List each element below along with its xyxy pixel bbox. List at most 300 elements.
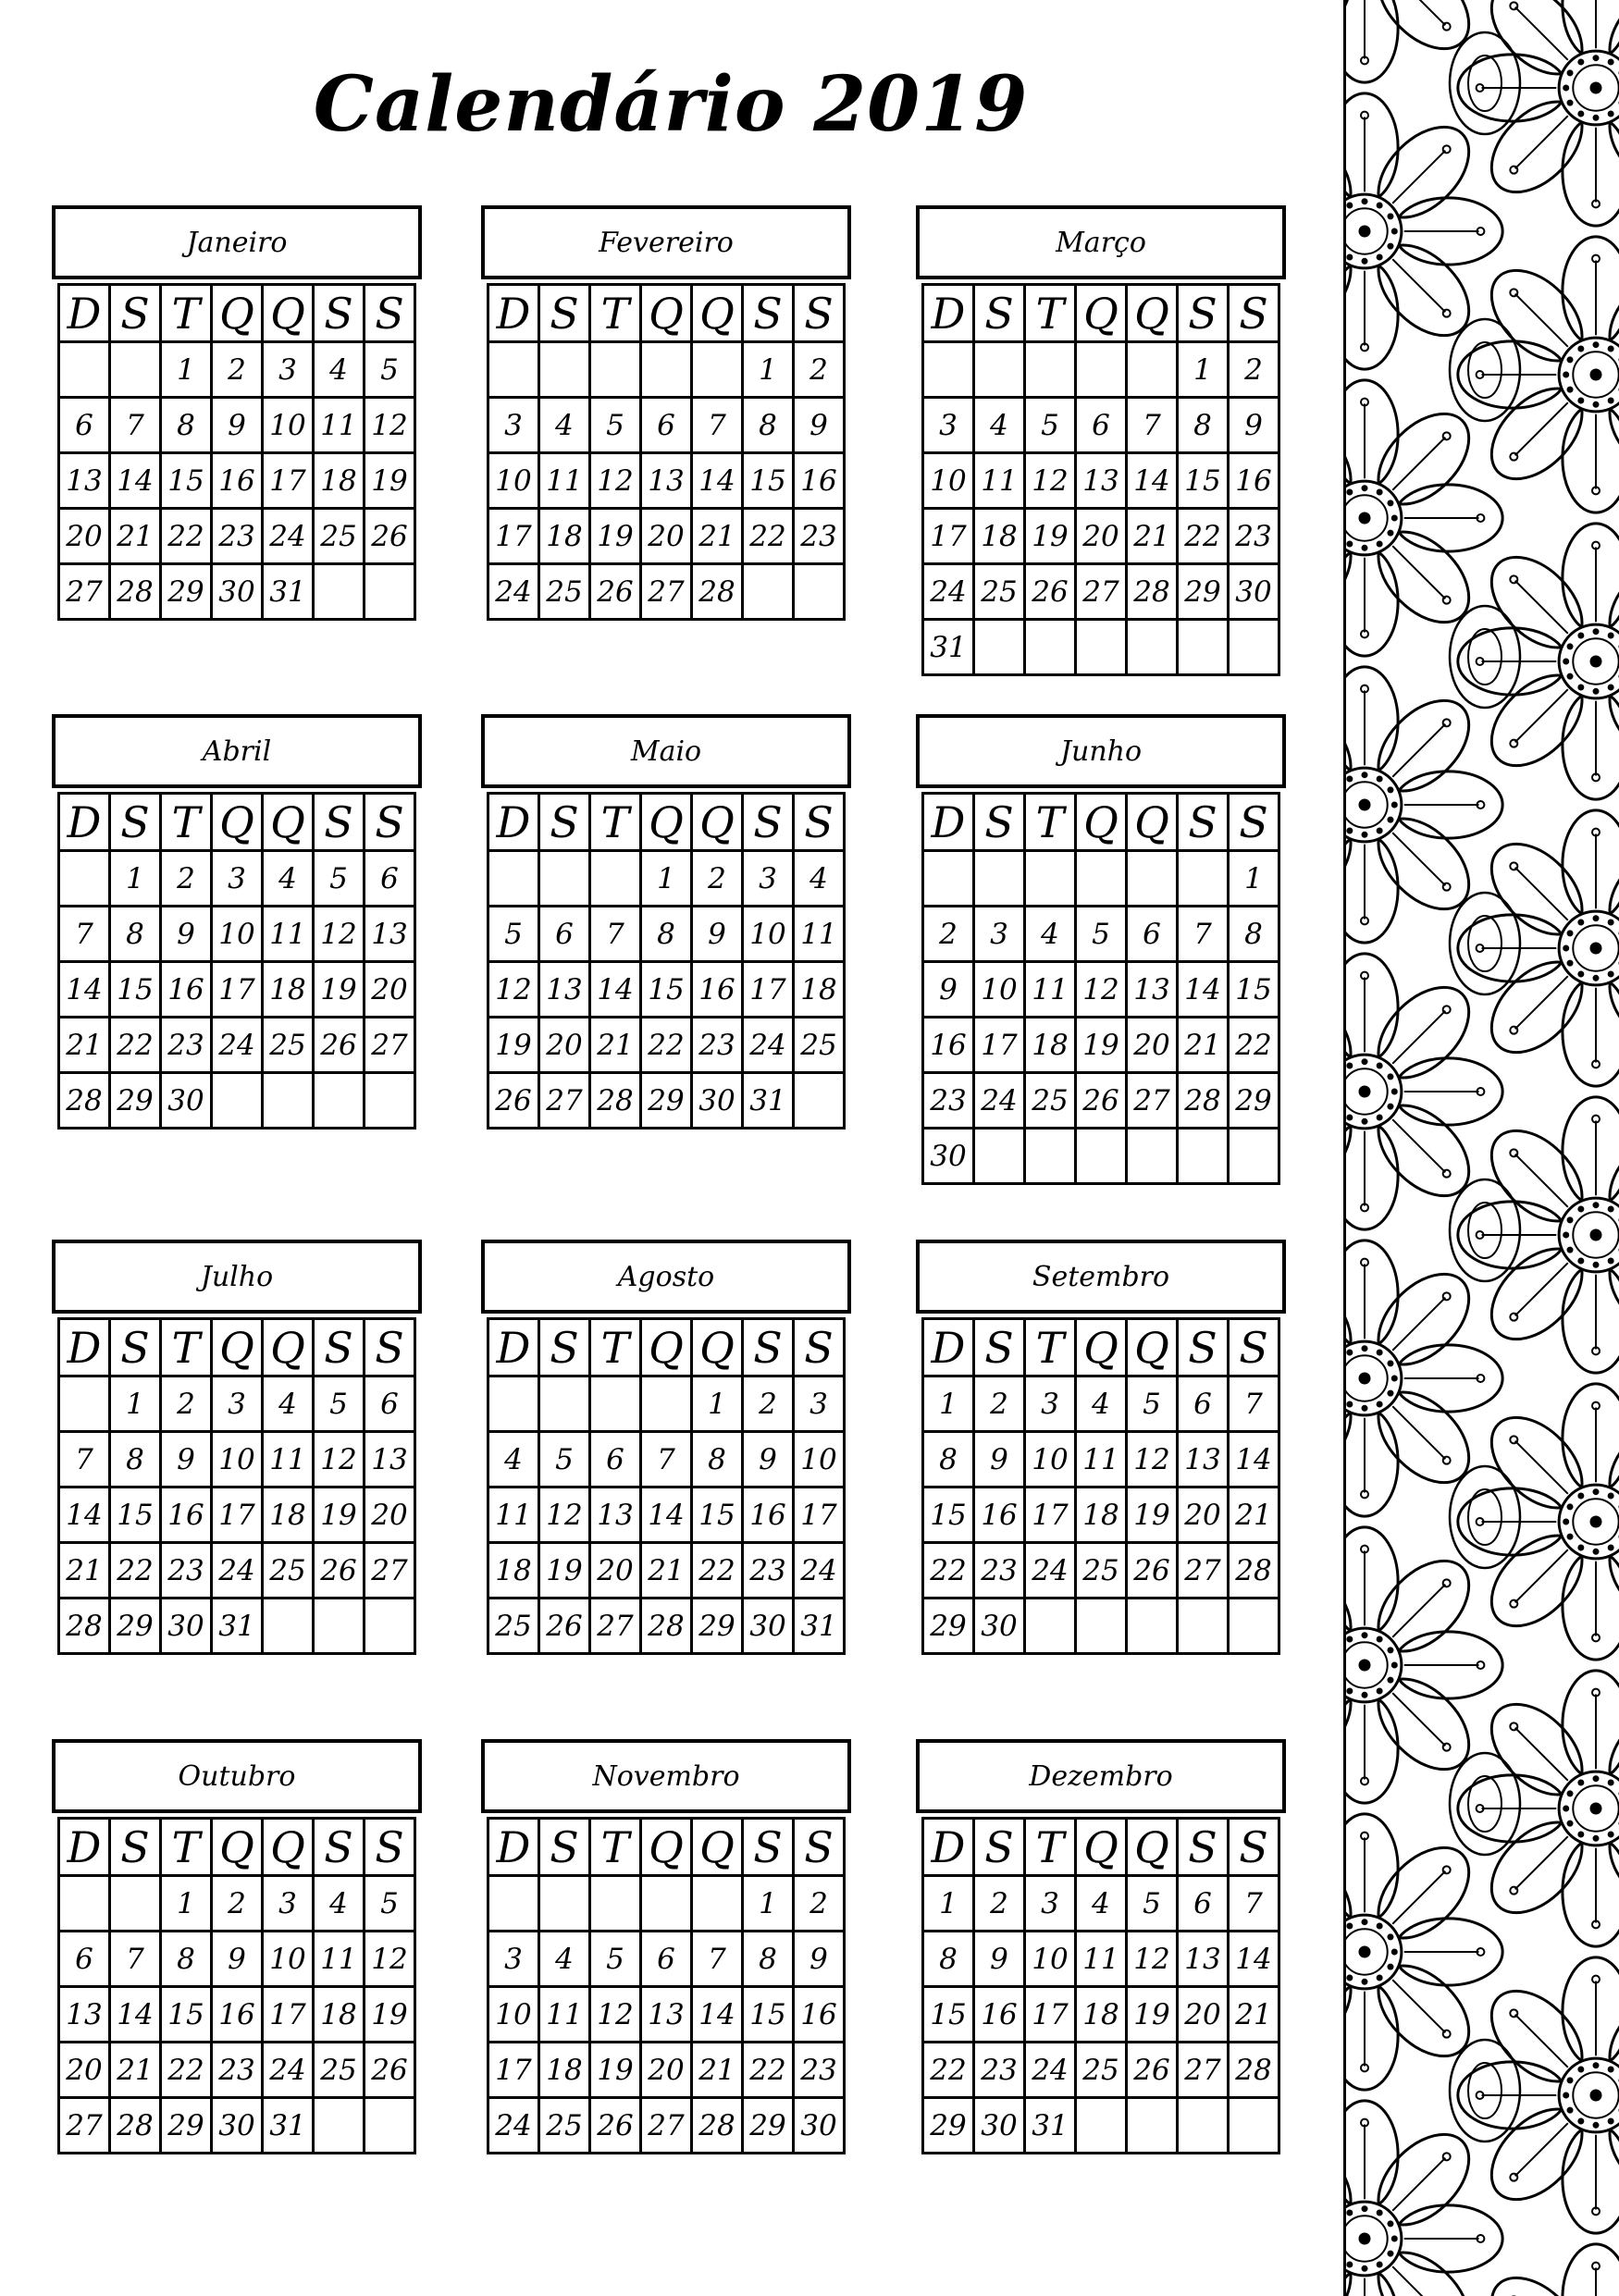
empty-cell	[540, 1377, 591, 1433]
day-cell: 2	[162, 1377, 213, 1433]
day-cell: 20	[1077, 510, 1128, 565]
day-cell: 28	[60, 1599, 111, 1655]
day-cell: 8	[744, 399, 795, 454]
weekday-label: Q	[693, 795, 744, 852]
day-cell: 29	[162, 565, 213, 621]
day-cell: 4	[1026, 907, 1077, 963]
day-cell: 9	[795, 399, 846, 454]
day-cell: 21	[1179, 1018, 1230, 1074]
day-cell: 15	[744, 454, 795, 510]
empty-cell	[1077, 621, 1128, 676]
day-cell: 24	[264, 510, 315, 565]
day-cell: 14	[111, 1988, 162, 2043]
day-cell: 16	[744, 1488, 795, 1544]
day-cell: 10	[924, 454, 975, 510]
day-cell: 3	[1026, 1877, 1077, 1932]
day-cell: 16	[975, 1988, 1026, 2043]
day-cell: 16	[213, 454, 264, 510]
day-cell: 21	[111, 510, 162, 565]
day-cell: 2	[693, 852, 744, 907]
day-cell: 8	[924, 1433, 975, 1488]
weekday-label: Q	[1077, 795, 1128, 852]
day-cell: 12	[489, 963, 540, 1018]
month-calendar	[916, 1739, 1286, 2154]
day-cell: 5	[1128, 1877, 1179, 1932]
day-cell: 14	[60, 963, 111, 1018]
weekday-label: Q	[1077, 1820, 1128, 1877]
day-cell: 4	[795, 852, 846, 907]
day-cell: 29	[1230, 1074, 1280, 1129]
day-cell: 28	[111, 2099, 162, 2154]
day-cell: 1	[1179, 343, 1230, 399]
weekday-label: S	[111, 286, 162, 343]
day-cell: 18	[540, 2043, 591, 2099]
month-grid	[921, 283, 1280, 676]
day-cell: 5	[1077, 907, 1128, 963]
empty-cell	[1230, 621, 1280, 676]
day-cell: 25	[1026, 1074, 1077, 1129]
day-cell: 27	[1179, 2043, 1230, 2099]
day-cell: 25	[315, 510, 365, 565]
empty-cell	[591, 343, 642, 399]
weekday-label: D	[60, 1320, 111, 1377]
weekday-label: S	[365, 286, 416, 343]
day-cell: 16	[1230, 454, 1280, 510]
empty-cell	[1026, 1129, 1077, 1185]
day-cell: 16	[975, 1488, 1026, 1544]
month-grid	[487, 1317, 846, 1655]
day-cell: 10	[489, 1988, 540, 2043]
day-cell: 18	[315, 1988, 365, 2043]
day-cell: 18	[489, 1544, 540, 1599]
day-cell: 20	[642, 510, 693, 565]
day-cell: 26	[315, 1544, 365, 1599]
weekday-label: Q	[264, 1820, 315, 1877]
day-cell: 13	[60, 1988, 111, 2043]
day-cell: 14	[60, 1488, 111, 1544]
weekday-label: S	[315, 1820, 365, 1877]
empty-cell	[315, 565, 365, 621]
day-cell: 2	[975, 1377, 1026, 1433]
day-cell: 27	[365, 1018, 416, 1074]
day-cell: 11	[1077, 1433, 1128, 1488]
day-cell: 4	[1077, 1877, 1128, 1932]
day-cell: 14	[642, 1488, 693, 1544]
day-cell: 17	[975, 1018, 1026, 1074]
day-cell: 24	[489, 2099, 540, 2154]
day-cell: 23	[1230, 510, 1280, 565]
day-cell: 17	[264, 454, 315, 510]
day-cell: 25	[264, 1544, 315, 1599]
day-cell: 24	[924, 565, 975, 621]
day-cell: 21	[60, 1544, 111, 1599]
empty-cell	[1128, 1599, 1179, 1655]
day-cell: 19	[315, 1488, 365, 1544]
day-cell: 14	[1128, 454, 1179, 510]
day-cell: 21	[60, 1018, 111, 1074]
weekday-label: Q	[642, 286, 693, 343]
empty-cell	[365, 565, 416, 621]
day-cell: 20	[365, 963, 416, 1018]
day-cell: 18	[540, 510, 591, 565]
weekday-label: S	[1179, 1320, 1230, 1377]
day-cell: 18	[1026, 1018, 1077, 1074]
day-cell: 20	[1128, 1018, 1179, 1074]
day-cell: 9	[1230, 399, 1280, 454]
day-cell: 5	[365, 1877, 416, 1932]
day-cell: 15	[111, 1488, 162, 1544]
month-calendar	[916, 205, 1286, 676]
day-cell: 16	[924, 1018, 975, 1074]
weekday-label: S	[365, 795, 416, 852]
day-cell: 29	[642, 1074, 693, 1129]
day-cell: 29	[1179, 565, 1230, 621]
weekday-label: D	[60, 1820, 111, 1877]
day-cell: 20	[60, 2043, 111, 2099]
day-cell: 1	[693, 1377, 744, 1433]
day-cell: 9	[162, 1433, 213, 1488]
day-cell: 26	[1128, 1544, 1179, 1599]
day-cell: 12	[365, 1932, 416, 1988]
day-cell: 16	[795, 454, 846, 510]
day-cell: 3	[264, 343, 315, 399]
empty-cell	[60, 1377, 111, 1433]
weekday-label: D	[489, 286, 540, 343]
day-cell: 23	[924, 1074, 975, 1129]
day-cell: 13	[591, 1488, 642, 1544]
weekday-label: S	[975, 1320, 1026, 1377]
day-cell: 1	[162, 1877, 213, 1932]
day-cell: 1	[642, 852, 693, 907]
day-cell: 17	[1026, 1988, 1077, 2043]
weekday-label: S	[744, 1320, 795, 1377]
day-cell: 30	[795, 2099, 846, 2154]
day-cell: 4	[315, 343, 365, 399]
day-cell: 19	[365, 1988, 416, 2043]
day-cell: 24	[264, 2043, 315, 2099]
empty-cell	[540, 1877, 591, 1932]
month-name: Abril	[52, 714, 422, 788]
empty-cell	[642, 1377, 693, 1433]
empty-cell	[111, 343, 162, 399]
empty-cell	[1077, 1599, 1128, 1655]
day-cell: 16	[162, 963, 213, 1018]
day-cell: 5	[1128, 1377, 1179, 1433]
day-cell: 11	[264, 1433, 315, 1488]
day-cell: 1	[162, 343, 213, 399]
day-cell: 26	[591, 565, 642, 621]
day-cell: 14	[693, 454, 744, 510]
weekday-label: S	[1230, 286, 1280, 343]
day-cell: 27	[1128, 1074, 1179, 1129]
weekday-label: S	[1179, 286, 1230, 343]
day-cell: 30	[162, 1599, 213, 1655]
day-cell: 6	[642, 1932, 693, 1988]
day-cell: 11	[489, 1488, 540, 1544]
day-cell: 19	[1128, 1488, 1179, 1544]
weekday-label: S	[315, 286, 365, 343]
day-cell: 20	[1179, 1488, 1230, 1544]
day-cell: 21	[693, 510, 744, 565]
day-cell: 22	[162, 2043, 213, 2099]
month-calendar	[481, 714, 851, 1129]
day-cell: 25	[264, 1018, 315, 1074]
month-name: Janeiro	[52, 205, 422, 279]
weekday-label: Q	[1128, 1820, 1179, 1877]
day-cell: 25	[795, 1018, 846, 1074]
day-cell: 13	[1179, 1433, 1230, 1488]
day-cell: 5	[315, 1377, 365, 1433]
weekday-label: Q	[1128, 795, 1179, 852]
day-cell: 7	[1230, 1377, 1280, 1433]
day-cell: 7	[1179, 907, 1230, 963]
day-cell: 18	[795, 963, 846, 1018]
empty-cell	[1026, 343, 1077, 399]
day-cell: 4	[489, 1433, 540, 1488]
day-cell: 12	[315, 907, 365, 963]
day-cell: 15	[642, 963, 693, 1018]
day-cell: 21	[111, 2043, 162, 2099]
day-cell: 12	[540, 1488, 591, 1544]
day-cell: 10	[795, 1433, 846, 1488]
day-cell: 19	[591, 2043, 642, 2099]
empty-cell	[489, 343, 540, 399]
day-cell: 11	[1077, 1932, 1128, 1988]
weekday-label: Q	[1077, 286, 1128, 343]
weekday-label: S	[1230, 795, 1280, 852]
empty-cell	[1128, 343, 1179, 399]
day-cell: 30	[693, 1074, 744, 1129]
day-cell: 6	[365, 1377, 416, 1433]
month-name: Setembro	[916, 1240, 1286, 1314]
day-cell: 7	[693, 399, 744, 454]
month-name: Dezembro	[916, 1739, 1286, 1813]
day-cell: 3	[489, 1932, 540, 1988]
day-cell: 10	[213, 1433, 264, 1488]
weekday-label: S	[795, 1820, 846, 1877]
day-cell: 30	[1230, 565, 1280, 621]
day-cell: 30	[924, 1129, 975, 1185]
day-cell: 9	[213, 1932, 264, 1988]
weekday-label: Q	[264, 795, 315, 852]
day-cell: 6	[1128, 907, 1179, 963]
day-cell: 4	[264, 1377, 315, 1433]
day-cell: 3	[213, 852, 264, 907]
empty-cell	[365, 1599, 416, 1655]
weekday-label: S	[111, 1320, 162, 1377]
day-cell: 11	[264, 907, 315, 963]
day-cell: 17	[1026, 1488, 1077, 1544]
day-cell: 22	[744, 510, 795, 565]
day-cell: 30	[162, 1074, 213, 1129]
day-cell: 6	[1077, 399, 1128, 454]
weekday-label: S	[315, 795, 365, 852]
day-cell: 18	[975, 510, 1026, 565]
day-cell: 27	[591, 1599, 642, 1655]
weekday-label: S	[1179, 795, 1230, 852]
day-cell: 7	[1128, 399, 1179, 454]
day-cell: 21	[1230, 1488, 1280, 1544]
day-cell: 5	[540, 1433, 591, 1488]
day-cell: 28	[111, 565, 162, 621]
weekday-label: T	[162, 795, 213, 852]
empty-cell	[1179, 2099, 1230, 2154]
empty-cell	[975, 343, 1026, 399]
empty-cell	[111, 1877, 162, 1932]
day-cell: 13	[1179, 1932, 1230, 1988]
day-cell: 1	[111, 1377, 162, 1433]
weekday-label: Q	[693, 1820, 744, 1877]
day-cell: 31	[744, 1074, 795, 1129]
day-cell: 3	[924, 399, 975, 454]
weekday-label: Q	[693, 286, 744, 343]
weekday-label: Q	[693, 1320, 744, 1377]
empty-cell	[642, 343, 693, 399]
day-cell: 23	[744, 1544, 795, 1599]
day-cell: 12	[1026, 454, 1077, 510]
empty-cell	[60, 852, 111, 907]
weekday-label: Q	[642, 795, 693, 852]
day-cell: 8	[162, 1932, 213, 1988]
day-cell: 27	[642, 2099, 693, 2154]
empty-cell	[540, 852, 591, 907]
day-cell: 14	[1230, 1932, 1280, 1988]
day-cell: 4	[975, 399, 1026, 454]
day-cell: 23	[975, 1544, 1026, 1599]
day-cell: 15	[162, 454, 213, 510]
weekday-label: D	[489, 795, 540, 852]
month-grid	[487, 1817, 846, 2154]
day-cell: 6	[60, 399, 111, 454]
weekday-label: Q	[264, 286, 315, 343]
day-cell: 3	[213, 1377, 264, 1433]
weekday-label: T	[162, 1820, 213, 1877]
empty-cell	[693, 1877, 744, 1932]
empty-cell	[264, 1599, 315, 1655]
day-cell: 27	[60, 2099, 111, 2154]
weekday-label: D	[489, 1820, 540, 1877]
day-cell: 31	[924, 621, 975, 676]
empty-cell	[315, 1074, 365, 1129]
day-cell: 22	[693, 1544, 744, 1599]
day-cell: 6	[591, 1433, 642, 1488]
month-grid	[921, 792, 1280, 1185]
day-cell: 5	[591, 1932, 642, 1988]
day-cell: 22	[111, 1544, 162, 1599]
empty-cell	[1128, 852, 1179, 907]
empty-cell	[1128, 1129, 1179, 1185]
day-cell: 11	[540, 1988, 591, 2043]
empty-cell	[489, 852, 540, 907]
weekday-label: S	[111, 1820, 162, 1877]
day-cell: 10	[264, 1932, 315, 1988]
day-cell: 13	[1128, 963, 1179, 1018]
weekday-label: D	[924, 286, 975, 343]
day-cell: 17	[264, 1988, 315, 2043]
month-name: Maio	[481, 714, 851, 788]
day-cell: 12	[315, 1433, 365, 1488]
weekday-label: Q	[213, 286, 264, 343]
day-cell: 7	[60, 1433, 111, 1488]
weekday-label: Q	[1128, 1320, 1179, 1377]
day-cell: 14	[1230, 1433, 1280, 1488]
day-cell: 24	[795, 1544, 846, 1599]
day-cell: 4	[264, 852, 315, 907]
day-cell: 22	[1230, 1018, 1280, 1074]
day-cell: 26	[1026, 565, 1077, 621]
day-cell: 3	[264, 1877, 315, 1932]
day-cell: 30	[213, 2099, 264, 2154]
day-cell: 11	[1026, 963, 1077, 1018]
weekday-label: S	[744, 795, 795, 852]
empty-cell	[744, 565, 795, 621]
day-cell: 2	[924, 907, 975, 963]
day-cell: 26	[489, 1074, 540, 1129]
day-cell: 29	[693, 1599, 744, 1655]
day-cell: 6	[642, 399, 693, 454]
weekday-label: S	[975, 795, 1026, 852]
day-cell: 16	[213, 1988, 264, 2043]
weekday-label: Q	[264, 1320, 315, 1377]
empty-cell	[264, 1074, 315, 1129]
month-grid	[57, 1817, 416, 2154]
weekday-label: S	[365, 1820, 416, 1877]
day-cell: 31	[1026, 2099, 1077, 2154]
weekday-label: S	[744, 286, 795, 343]
day-cell: 12	[1128, 1433, 1179, 1488]
day-cell: 22	[924, 1544, 975, 1599]
day-cell: 1	[1230, 852, 1280, 907]
day-cell: 7	[1230, 1877, 1280, 1932]
weekday-label: S	[1179, 1820, 1230, 1877]
day-cell: 13	[60, 454, 111, 510]
day-cell: 27	[1179, 1544, 1230, 1599]
empty-cell	[1077, 852, 1128, 907]
day-cell: 24	[489, 565, 540, 621]
page-title: Calendário 2019	[313, 60, 1029, 149]
day-cell: 12	[365, 399, 416, 454]
empty-cell	[642, 1877, 693, 1932]
day-cell: 16	[693, 963, 744, 1018]
day-cell: 19	[1077, 1018, 1128, 1074]
day-cell: 24	[213, 1018, 264, 1074]
empty-cell	[60, 343, 111, 399]
day-cell: 7	[111, 399, 162, 454]
day-cell: 3	[1026, 1377, 1077, 1433]
day-cell: 25	[1077, 2043, 1128, 2099]
day-cell: 25	[540, 565, 591, 621]
day-cell: 13	[1077, 454, 1128, 510]
day-cell: 22	[744, 2043, 795, 2099]
day-cell: 21	[1230, 1988, 1280, 2043]
day-cell: 28	[693, 2099, 744, 2154]
weekday-label: S	[1230, 1820, 1280, 1877]
empty-cell	[1179, 852, 1230, 907]
weekday-label: D	[60, 286, 111, 343]
weekday-label: S	[795, 1320, 846, 1377]
weekday-label: S	[365, 1320, 416, 1377]
empty-cell	[795, 565, 846, 621]
month-grid	[921, 1817, 1280, 2154]
weekday-label: D	[489, 1320, 540, 1377]
day-cell: 21	[642, 1544, 693, 1599]
day-cell: 23	[795, 510, 846, 565]
day-cell: 5	[591, 399, 642, 454]
day-cell: 16	[162, 1488, 213, 1544]
day-cell: 29	[111, 1074, 162, 1129]
day-cell: 2	[213, 1877, 264, 1932]
day-cell: 8	[642, 907, 693, 963]
